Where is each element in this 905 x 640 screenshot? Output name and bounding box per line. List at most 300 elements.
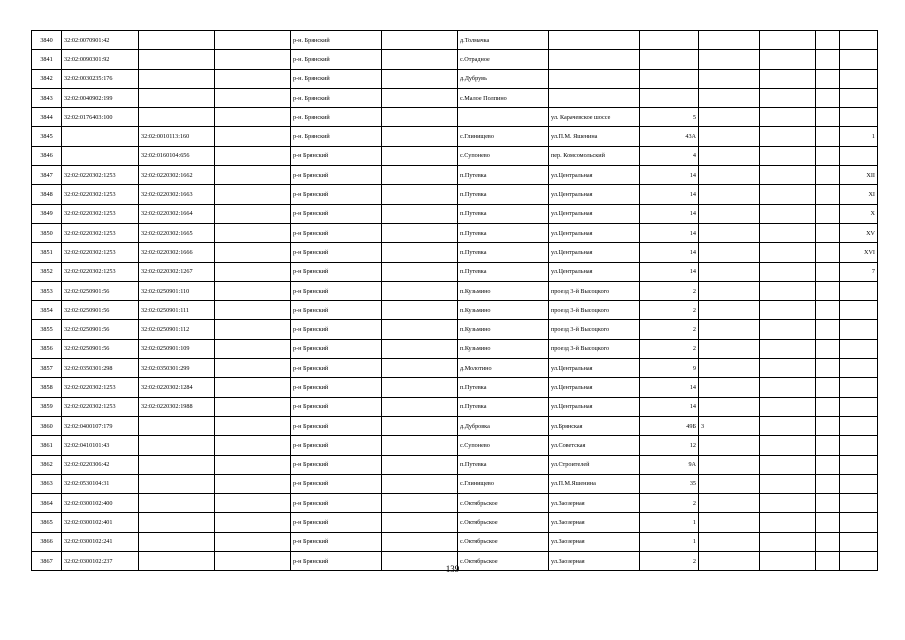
cell-kn1: 32:02:0030235:176	[62, 69, 139, 88]
table-row	[32, 127, 878, 146]
cell-flat	[840, 339, 878, 358]
cell-build	[699, 455, 760, 474]
cell-kn1: 32:02:0220302:1253	[62, 166, 139, 185]
cell-district: р-н Брянский	[291, 455, 382, 474]
cell-n: 3859	[32, 397, 62, 416]
table-row	[32, 339, 878, 358]
cell-kn2	[139, 494, 215, 513]
cell-empty	[382, 204, 458, 223]
cell-house: 2	[640, 339, 699, 358]
cell-settlement: п.Путевка	[458, 397, 549, 416]
cell-house: 2	[640, 281, 699, 300]
cell-n: 3854	[32, 301, 62, 320]
cell-build	[699, 166, 760, 185]
cell-empty	[760, 50, 816, 69]
cell-kn1: 32:02:0400107:179	[62, 416, 139, 435]
cell-build	[699, 262, 760, 281]
cell-flat	[840, 281, 878, 300]
cell-empty	[215, 378, 291, 397]
cell-district: р-н Брянский	[291, 436, 382, 455]
cell-district: р-н Брянский	[291, 262, 382, 281]
cell-empty	[816, 532, 840, 551]
cell-empty	[816, 359, 840, 378]
table-row	[32, 281, 878, 300]
cell-settlement: с.Октябрьское	[458, 552, 549, 571]
cell-kn1	[62, 146, 139, 165]
cell-empty	[215, 532, 291, 551]
cell-flat: XI	[840, 185, 878, 204]
cell-settlement: д.Молотино	[458, 359, 549, 378]
cell-empty	[382, 88, 458, 107]
cell-empty	[382, 31, 458, 50]
cell-empty	[382, 223, 458, 242]
cell-settlement: д.Дубрувь	[458, 69, 549, 88]
cell-empty	[382, 378, 458, 397]
cell-build	[699, 243, 760, 262]
cell-build	[699, 127, 760, 146]
cell-house: 4	[640, 146, 699, 165]
cell-kn2	[139, 513, 215, 532]
cell-flat	[840, 301, 878, 320]
cell-settlement: п.Путевка	[458, 378, 549, 397]
cell-empty	[760, 185, 816, 204]
cell-empty	[760, 513, 816, 532]
cell-kn1: 32:02:0250901:56	[62, 281, 139, 300]
cell-build	[699, 108, 760, 127]
cell-kn1: 32:02:0220306:42	[62, 455, 139, 474]
cell-empty	[382, 262, 458, 281]
cell-kn2: 32:02:0220302:1664	[139, 204, 215, 223]
cell-kn2	[139, 455, 215, 474]
cell-empty	[816, 69, 840, 88]
cell-build	[699, 378, 760, 397]
cell-settlement: с.Малое Полпино	[458, 88, 549, 107]
cell-empty	[215, 108, 291, 127]
cell-n: 3855	[32, 320, 62, 339]
cell-house: 2	[640, 494, 699, 513]
cell-n: 3840	[32, 31, 62, 50]
cell-empty	[760, 243, 816, 262]
cell-district: р-н Брянский	[291, 281, 382, 300]
cell-empty	[816, 339, 840, 358]
cell-n: 3852	[32, 262, 62, 281]
table-row	[32, 455, 878, 474]
cell-n: 3858	[32, 378, 62, 397]
cell-empty	[760, 127, 816, 146]
cell-empty	[382, 108, 458, 127]
cell-house: 5	[640, 108, 699, 127]
cell-empty	[760, 359, 816, 378]
cell-street: проезд 3-й Высоцкого	[549, 301, 640, 320]
table-row	[32, 31, 878, 50]
cell-settlement: п.Кузьмино	[458, 339, 549, 358]
table-row	[32, 262, 878, 281]
cell-empty	[760, 108, 816, 127]
cell-build	[699, 301, 760, 320]
cell-empty	[382, 301, 458, 320]
cell-n: 3864	[32, 494, 62, 513]
cell-build	[699, 50, 760, 69]
cell-empty	[215, 416, 291, 435]
cell-empty	[215, 513, 291, 532]
cell-district: р-н. Брянский	[291, 31, 382, 50]
cell-empty	[215, 243, 291, 262]
cell-flat: XII	[840, 166, 878, 185]
cell-kn1: 32:02:0040902:199	[62, 88, 139, 107]
cell-house: 1	[640, 513, 699, 532]
cell-street: ул.Центральная	[549, 185, 640, 204]
cell-empty	[215, 127, 291, 146]
cell-empty	[816, 88, 840, 107]
registry-table	[31, 30, 878, 571]
cell-n: 3862	[32, 455, 62, 474]
cell-empty	[382, 339, 458, 358]
cell-flat	[840, 50, 878, 69]
table-row	[32, 359, 878, 378]
cell-street: ул.Брянская	[549, 416, 640, 435]
cell-build	[699, 436, 760, 455]
cell-kn2: 32:02:0220302:1267	[139, 262, 215, 281]
cell-build	[699, 397, 760, 416]
cell-district: р-н Брянский	[291, 474, 382, 493]
cell-kn1: 32:02:0250901:56	[62, 320, 139, 339]
cell-empty	[382, 359, 458, 378]
cell-settlement: п.Путевка	[458, 223, 549, 242]
cell-empty	[760, 281, 816, 300]
cell-empty	[816, 397, 840, 416]
cell-street: проезд 3-й Высоцкого	[549, 320, 640, 339]
cell-n: 3860	[32, 416, 62, 435]
cell-street	[549, 69, 640, 88]
page-number: 139	[445, 564, 460, 574]
cell-empty	[816, 416, 840, 435]
cell-kn1: 32:02:0250901:56	[62, 301, 139, 320]
cell-empty	[215, 204, 291, 223]
cell-district: р-н Брянский	[291, 532, 382, 551]
cell-empty	[816, 474, 840, 493]
table-row	[32, 223, 878, 242]
cell-empty	[816, 223, 840, 242]
cell-district: р-н. Брянский	[291, 108, 382, 127]
cell-n: 3847	[32, 166, 62, 185]
cell-flat	[840, 494, 878, 513]
cell-n: 3851	[32, 243, 62, 262]
cell-district: р-н Брянский	[291, 320, 382, 339]
cell-empty	[816, 204, 840, 223]
cell-empty	[760, 146, 816, 165]
cell-empty	[215, 88, 291, 107]
cell-house: 9А	[640, 455, 699, 474]
cell-street: ул.П.М. Яшенина	[549, 127, 640, 146]
cell-empty	[760, 474, 816, 493]
cell-empty	[816, 31, 840, 50]
cell-settlement: п.Путевка	[458, 185, 549, 204]
cell-settlement: п.Кузьмино	[458, 301, 549, 320]
table-row	[32, 166, 878, 185]
cell-n: 3844	[32, 108, 62, 127]
cell-settlement: п.Путевка	[458, 243, 549, 262]
cell-empty	[382, 127, 458, 146]
cell-kn2: 32:02:0160104:656	[139, 146, 215, 165]
cell-n: 3843	[32, 88, 62, 107]
cell-empty	[760, 69, 816, 88]
cell-kn1: 32:02:0300102:400	[62, 494, 139, 513]
cell-kn1: 32:02:0530104:31	[62, 474, 139, 493]
cell-empty	[816, 108, 840, 127]
cell-kn1: 32:02:0220302:1253	[62, 204, 139, 223]
cell-house: 14	[640, 223, 699, 242]
cell-n: 3867	[32, 552, 62, 571]
cell-kn1: 32:02:0220302:1253	[62, 185, 139, 204]
cell-kn2	[139, 69, 215, 88]
cell-build	[699, 532, 760, 551]
cell-settlement: п.Путевка	[458, 455, 549, 474]
cell-empty	[382, 185, 458, 204]
cell-kn2: 32:02:0250901:111	[139, 301, 215, 320]
cell-empty	[215, 281, 291, 300]
cell-house	[640, 69, 699, 88]
cell-build	[699, 339, 760, 358]
cell-district: р-н Брянский	[291, 204, 382, 223]
cell-empty	[760, 397, 816, 416]
cell-build	[699, 185, 760, 204]
cell-empty	[382, 281, 458, 300]
cell-empty	[215, 69, 291, 88]
cell-empty	[816, 436, 840, 455]
cell-n: 3848	[32, 185, 62, 204]
table-row	[32, 513, 878, 532]
cell-empty	[382, 69, 458, 88]
cell-flat	[840, 378, 878, 397]
cell-district: р-н Брянский	[291, 339, 382, 358]
cell-street: пер. Комсомольский	[549, 146, 640, 165]
cell-house: 12	[640, 436, 699, 455]
cell-settlement: с.Супонево	[458, 146, 549, 165]
cell-kn1: 32:02:0220302:1253	[62, 223, 139, 242]
cell-street: проезд 3-й Высоцкого	[549, 339, 640, 358]
cell-house: 2	[640, 301, 699, 320]
cell-kn2: 32:02:0220302:1666	[139, 243, 215, 262]
cell-kn1: 32:02:0220302:1253	[62, 378, 139, 397]
table-row	[32, 474, 878, 493]
cell-flat	[840, 146, 878, 165]
cell-empty	[760, 320, 816, 339]
cell-district: р-н Брянский	[291, 416, 382, 435]
cell-district: р-н. Брянский	[291, 88, 382, 107]
cell-build	[699, 69, 760, 88]
cell-district: р-н Брянский	[291, 243, 382, 262]
cell-district: р-н. Брянский	[291, 69, 382, 88]
cell-house: 14	[640, 243, 699, 262]
cell-empty	[760, 31, 816, 50]
cell-settlement: с.Супонево	[458, 436, 549, 455]
cell-house	[640, 31, 699, 50]
cell-empty	[760, 416, 816, 435]
cell-settlement: д.Дубровка	[458, 416, 549, 435]
table-row	[32, 146, 878, 165]
cell-settlement	[458, 108, 549, 127]
cell-kn2	[139, 436, 215, 455]
cell-district: р-н Брянский	[291, 359, 382, 378]
cell-house: 1	[640, 532, 699, 551]
cell-house: 49Б	[640, 416, 699, 435]
cell-empty	[215, 146, 291, 165]
cell-flat	[840, 320, 878, 339]
cell-empty	[816, 127, 840, 146]
cell-build	[699, 474, 760, 493]
cell-kn1: 32:02:0070901:42	[62, 31, 139, 50]
cell-settlement: п.Кузьмино	[458, 281, 549, 300]
cell-kn1: 32:02:0220302:1253	[62, 397, 139, 416]
cell-empty	[382, 397, 458, 416]
cell-kn2: 32:02:0220302:1665	[139, 223, 215, 242]
cell-kn1: 32:02:0410101:43	[62, 436, 139, 455]
cell-n: 3863	[32, 474, 62, 493]
cell-empty	[760, 455, 816, 474]
cell-street: ул.Заозерная	[549, 532, 640, 551]
cell-kn2: 32:02:0250901:109	[139, 339, 215, 358]
cell-settlement: с.Октябрьское	[458, 513, 549, 532]
cell-house: 14	[640, 378, 699, 397]
cell-district: р-н Брянский	[291, 301, 382, 320]
cell-street	[549, 50, 640, 69]
cell-n: 3849	[32, 204, 62, 223]
table-row	[32, 494, 878, 513]
cell-empty	[760, 223, 816, 242]
cell-kn2	[139, 108, 215, 127]
cell-n: 3850	[32, 223, 62, 242]
cell-district: р-н Брянский	[291, 166, 382, 185]
cell-flat	[840, 108, 878, 127]
registry-rows	[32, 31, 878, 571]
cell-flat	[840, 31, 878, 50]
cell-empty	[382, 436, 458, 455]
cell-empty	[215, 455, 291, 474]
cell-empty	[215, 339, 291, 358]
cell-empty	[816, 166, 840, 185]
cell-flat: XV	[840, 223, 878, 242]
cell-district: р-н Брянский	[291, 494, 382, 513]
cell-settlement: п.Кузьмино	[458, 320, 549, 339]
cell-kn1: 32:02:0220302:1253	[62, 243, 139, 262]
cell-empty	[382, 146, 458, 165]
cell-flat	[840, 359, 878, 378]
cell-n: 3853	[32, 281, 62, 300]
cell-house: 14	[640, 204, 699, 223]
cell-empty	[215, 320, 291, 339]
cell-street: ул.Центральная	[549, 397, 640, 416]
table-row	[32, 243, 878, 262]
cell-empty	[382, 532, 458, 551]
cell-kn1: 32:02:0176403:100	[62, 108, 139, 127]
cell-street: ул.П.М.Яшенина	[549, 474, 640, 493]
cell-empty	[816, 281, 840, 300]
cell-empty	[760, 339, 816, 358]
cell-house: 43А	[640, 127, 699, 146]
cell-empty	[382, 243, 458, 262]
cell-empty	[760, 532, 816, 551]
cell-build	[699, 204, 760, 223]
cell-empty	[215, 50, 291, 69]
table-row	[32, 69, 878, 88]
cell-flat	[840, 416, 878, 435]
table-row	[32, 416, 878, 435]
cell-empty	[382, 474, 458, 493]
cell-district: р-н Брянский	[291, 223, 382, 242]
cell-district: р-н Брянский	[291, 552, 382, 571]
cell-empty	[816, 262, 840, 281]
cell-flat	[840, 88, 878, 107]
cell-house	[640, 50, 699, 69]
cell-flat: X	[840, 204, 878, 223]
cell-settlement: с.Глинищево	[458, 474, 549, 493]
cell-house	[640, 88, 699, 107]
cell-n: 3861	[32, 436, 62, 455]
cell-build	[699, 513, 760, 532]
cell-street: ул. Карачевское шоссе	[549, 108, 640, 127]
cell-empty	[816, 50, 840, 69]
cell-build	[699, 320, 760, 339]
cell-settlement: с.Октябрьское	[458, 532, 549, 551]
table-row	[32, 320, 878, 339]
cell-flat	[840, 69, 878, 88]
cell-empty	[816, 185, 840, 204]
table-row	[32, 436, 878, 455]
cell-kn2	[139, 88, 215, 107]
cell-kn2: 32:02:0350301:299	[139, 359, 215, 378]
cell-street: ул.Центральная	[549, 243, 640, 262]
table-row	[32, 301, 878, 320]
cell-kn1: 32:02:0250901:56	[62, 339, 139, 358]
cell-empty	[215, 262, 291, 281]
cell-district: р-н Брянский	[291, 378, 382, 397]
cell-street: ул.Советская	[549, 436, 640, 455]
cell-settlement: с.Глинищево	[458, 127, 549, 146]
cell-house: 14	[640, 185, 699, 204]
table-row	[32, 88, 878, 107]
cell-settlement: п.Путевка	[458, 166, 549, 185]
table-row	[32, 204, 878, 223]
cell-empty	[816, 243, 840, 262]
cell-house: 2	[640, 552, 699, 571]
cell-settlement: д.Толмачка	[458, 31, 549, 50]
cell-empty	[215, 185, 291, 204]
cell-settlement: с.Отрадное	[458, 50, 549, 69]
cell-build	[699, 359, 760, 378]
cell-kn2	[139, 50, 215, 69]
table-row	[32, 378, 878, 397]
cell-flat: XVI	[840, 243, 878, 262]
cell-street: ул.Заозерная	[549, 513, 640, 532]
cell-district: р-н Брянский	[291, 397, 382, 416]
cell-settlement: п.Путевка	[458, 204, 549, 223]
cell-empty	[382, 513, 458, 532]
cell-street: ул.Центральная	[549, 262, 640, 281]
cell-house: 35	[640, 474, 699, 493]
cell-house: 14	[640, 262, 699, 281]
cell-n: 3841	[32, 50, 62, 69]
cell-empty	[382, 320, 458, 339]
cell-district: р-н Брянский	[291, 513, 382, 532]
cell-house: 14	[640, 166, 699, 185]
cell-build	[699, 223, 760, 242]
cell-flat	[840, 455, 878, 474]
cell-kn1: 32:02:0090301:92	[62, 50, 139, 69]
cell-empty	[760, 204, 816, 223]
table-row	[32, 532, 878, 551]
cell-empty	[215, 494, 291, 513]
cell-empty	[816, 455, 840, 474]
